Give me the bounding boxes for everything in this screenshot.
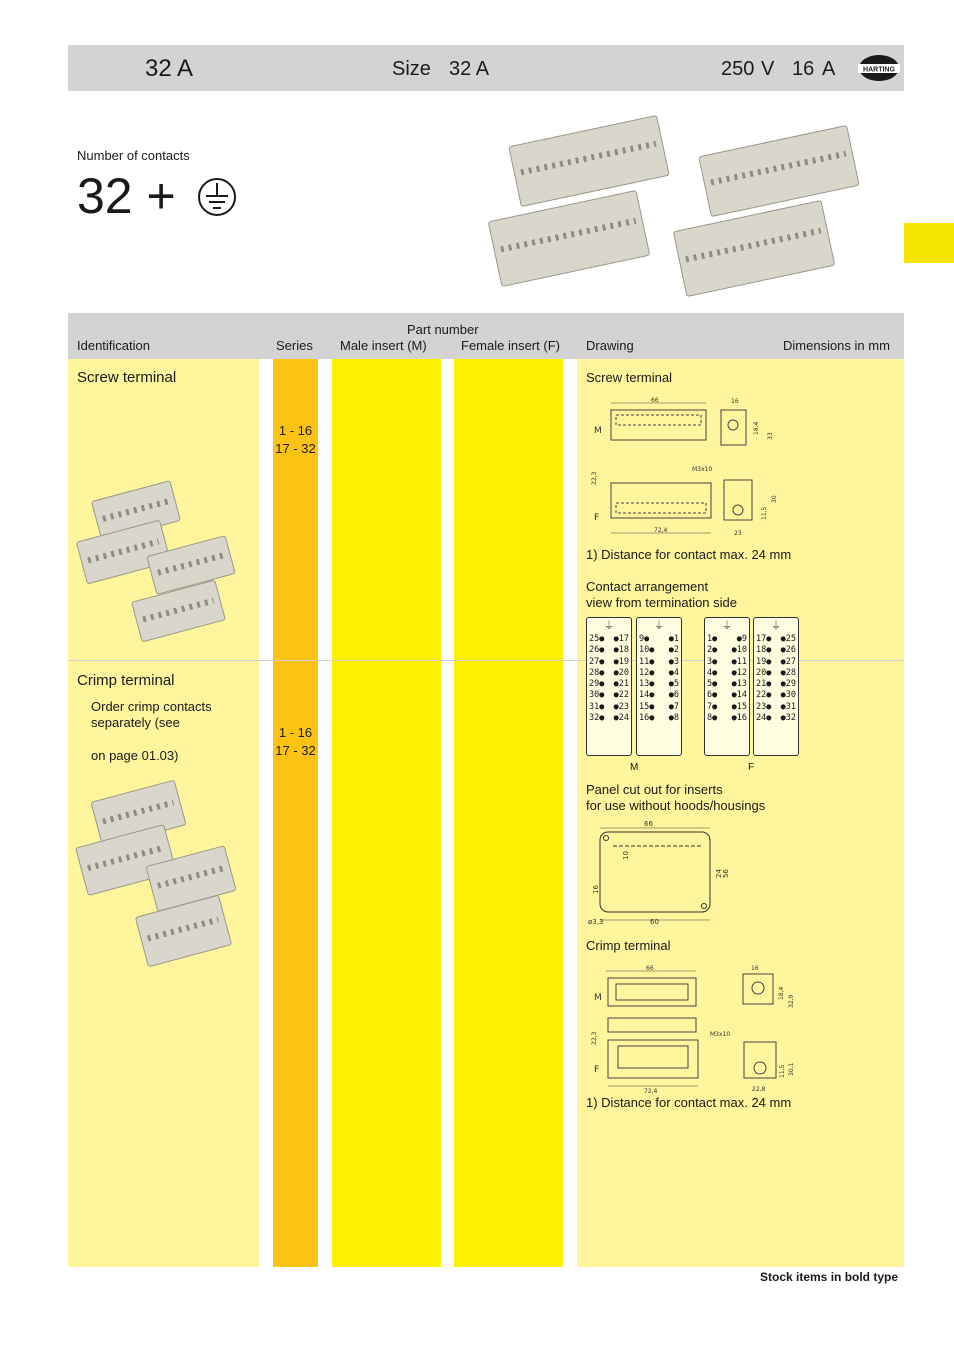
col-male: Male insert (M): [340, 338, 427, 353]
arrangement-male-label: M: [630, 762, 639, 773]
svg-text:30,1: 30,1: [788, 1062, 795, 1076]
contact-arrangement-title-2: view from termination side: [586, 595, 737, 610]
crimp-terminal-title: Crimp terminal: [77, 672, 175, 689]
table-header: [68, 313, 904, 359]
female-insert-column: [454, 359, 563, 1267]
panel-cutout-drawing: [586, 816, 736, 928]
pin-label: 10●: [639, 645, 655, 656]
pin-label: ●29: [780, 679, 796, 690]
pin-label: 14●: [639, 690, 655, 701]
pin-label: ●9: [736, 634, 747, 644]
pin-row: [639, 668, 679, 679]
svg-text:22,3: 22,3: [591, 471, 598, 485]
panel-cutout-title-1: Panel cut out for inserts: [586, 782, 723, 797]
svg-text:33: 33: [767, 432, 774, 440]
pin-label: 28●: [589, 667, 605, 678]
pin-row: [589, 713, 629, 724]
pin-row: [756, 657, 796, 668]
pin-label: 25●: [589, 634, 605, 644]
svg-text:72,4: 72,4: [654, 527, 668, 534]
pin-label: 6●: [707, 690, 718, 701]
pin-label: ●3: [668, 656, 679, 667]
pin-label: 5●: [707, 679, 718, 690]
voltage-unit: V: [761, 58, 775, 80]
pin-row: [589, 668, 629, 679]
pin-row: [707, 634, 747, 645]
svg-text:16: 16: [731, 398, 739, 405]
pin-row: [756, 634, 796, 645]
svg-text:18,4: 18,4: [778, 986, 785, 1000]
pin-row: [756, 702, 796, 713]
pin-label: ●28: [780, 667, 796, 678]
svg-text:M: M: [594, 993, 602, 1003]
screw-drawing-title: Screw terminal: [586, 370, 672, 385]
pin-label: ●21: [613, 679, 629, 690]
pin-label: ●32: [780, 713, 796, 724]
pin-label: ●18: [613, 645, 629, 656]
svg-text:M3x10: M3x10: [710, 1031, 731, 1038]
pin-label: 13●: [639, 679, 655, 690]
pin-row: [756, 690, 796, 701]
pin-row: [756, 668, 796, 679]
footer-note: Stock items in bold type: [760, 1270, 899, 1284]
arrangement-female-label: F: [748, 762, 755, 773]
svg-text:72,4: 72,4: [644, 1088, 658, 1095]
screw-series-1: 1 - 16: [278, 423, 313, 438]
crimp-series-2: 17 - 32: [275, 743, 316, 758]
screw-terminal-title: Screw terminal: [77, 369, 177, 386]
pin-label: ●31: [780, 701, 796, 712]
pin-row: [707, 702, 747, 713]
contact-arrangement-title-1: Contact arrangement: [586, 579, 709, 594]
voltage-value: 250: [721, 58, 755, 80]
pin-label: ●11: [731, 656, 747, 667]
pin-label: 22●: [756, 690, 772, 701]
svg-text:32,9: 32,9: [788, 994, 795, 1008]
female-left-pinbox: ⏚ 1● ●9 2● ●10 3● ●11 4● ●12 5● ●13 6● ●14 7● ●15 8● ●16: [704, 617, 750, 756]
pin-label: 12●: [639, 667, 655, 678]
svg-text:11,5: 11,5: [779, 1064, 786, 1078]
pin-label: 32●: [589, 713, 605, 724]
pin-row: [589, 657, 629, 668]
pin-label: 15●: [639, 701, 655, 712]
svg-text:M: M: [594, 426, 602, 436]
svg-text:23: 23: [734, 530, 742, 537]
size-value: 32 A: [449, 58, 490, 80]
pin-label: 7●: [707, 701, 718, 712]
svg-text:22,3: 22,3: [591, 1031, 598, 1045]
pin-row: [707, 713, 747, 724]
svg-text:16: 16: [751, 965, 759, 972]
crimp-note-1: Order crimp contacts: [91, 699, 212, 714]
screw-terminal-drawing: [586, 395, 796, 545]
crimp-note-2: separately (see: [91, 715, 180, 730]
pin-label: 17●: [756, 634, 772, 644]
header-bar: [68, 45, 904, 91]
svg-text:16: 16: [592, 885, 600, 894]
svg-text:66: 66: [644, 820, 653, 828]
crimp-terminal-drawing: [586, 960, 801, 1095]
pin-row: [756, 645, 796, 656]
pin-label: 23●: [756, 701, 772, 712]
svg-text:M3x10: M3x10: [692, 466, 713, 473]
female-right-pinbox: ⏚ 17● ●25 18● ●26 19● ●27 20● ●28 21● ●29 22● ●30 23● ●31 24● ●32: [753, 617, 799, 756]
pin-row: [756, 713, 796, 724]
pin-label: ●15: [731, 701, 747, 712]
pin-label: ●27: [780, 656, 796, 667]
pin-row: [639, 679, 679, 690]
pin-label: 27●: [589, 656, 605, 667]
pin-row: [589, 690, 629, 701]
svg-text:22,8: 22,8: [752, 1086, 766, 1093]
pin-row: [639, 702, 679, 713]
pin-label: 18●: [756, 645, 772, 656]
pin-label: 29●: [589, 679, 605, 690]
pin-label: 19●: [756, 656, 772, 667]
pin-label: ●7: [668, 701, 679, 712]
section-tab: [904, 223, 954, 263]
pin-label: ●6: [668, 690, 679, 701]
pin-label: ●20: [613, 667, 629, 678]
pin-row: [639, 713, 679, 724]
part-number-label: Part number: [407, 322, 479, 337]
pin-label: ●30: [780, 690, 796, 701]
pin-row: [639, 690, 679, 701]
pin-label: 9●: [639, 634, 650, 644]
pin-label: ●24: [613, 713, 629, 724]
pin-label: ●23: [613, 701, 629, 712]
col-series: Series: [276, 338, 313, 353]
pin-row: [707, 645, 747, 656]
svg-text:66: 66: [646, 965, 654, 972]
pin-row: [707, 679, 747, 690]
crimp-series-1: 1 - 16: [278, 725, 313, 740]
svg-text:30: 30: [771, 495, 778, 503]
contacts-value: 32 +: [77, 168, 176, 224]
pin-label: ●13: [731, 679, 747, 690]
pin-row: [589, 634, 629, 645]
pin-label: ●12: [731, 667, 747, 678]
pin-label: ●1: [668, 634, 679, 644]
pin-label: 4●: [707, 667, 718, 678]
screw-series-2: 17 - 32: [275, 441, 316, 456]
svg-text:HARTING: HARTING: [863, 66, 895, 74]
pin-label: 26●: [589, 645, 605, 656]
pin-row: [639, 657, 679, 668]
svg-text:ø3,3: ø3,3: [588, 918, 604, 926]
pin-label: ●5: [668, 679, 679, 690]
page-title: 32 A: [145, 55, 194, 82]
pin-label: 31●: [589, 701, 605, 712]
pin-label: 3●: [707, 656, 718, 667]
pin-label: ●4: [668, 667, 679, 678]
col-female: Female insert (F): [461, 338, 560, 353]
pin-row: [639, 634, 679, 645]
crimp-drawing-title: Crimp terminal: [586, 938, 671, 953]
svg-text:F: F: [594, 1065, 600, 1075]
pin-label: 20●: [756, 667, 772, 678]
pin-label: 1●: [707, 634, 718, 644]
svg-text:F: F: [594, 513, 600, 523]
pin-label: ●19: [613, 656, 629, 667]
crimp-note-3: on page 01.03): [91, 748, 179, 763]
pin-label: ●26: [780, 645, 796, 656]
earth-ground-icon: [196, 176, 238, 218]
contacts-label: Number of contacts: [77, 148, 190, 163]
col-identification: Identification: [77, 338, 150, 353]
pin-row: [589, 679, 629, 690]
screw-terminal-photo: [75, 480, 250, 640]
pin-row: [639, 645, 679, 656]
col-drawing: Drawing: [586, 338, 634, 353]
svg-text:24: 24: [715, 869, 723, 878]
product-photo-top: [488, 110, 868, 310]
pin-row: [589, 645, 629, 656]
svg-text:18,4: 18,4: [753, 421, 760, 435]
pin-label: ●2: [668, 645, 679, 656]
pin-row: [589, 702, 629, 713]
pin-label: ●17: [613, 634, 629, 644]
pin-label: 8●: [707, 713, 718, 724]
pin-label: ●10: [731, 645, 747, 656]
pin-label: 30●: [589, 690, 605, 701]
col-dimensions: Dimensions in mm: [783, 338, 890, 353]
pin-row: [707, 690, 747, 701]
pin-row: [707, 657, 747, 668]
current-unit: A: [822, 58, 836, 80]
svg-text:11,5: 11,5: [761, 506, 768, 520]
pin-label: 16●: [639, 713, 655, 724]
crimp-footnote: 1) Distance for contact max. 24 mm: [586, 1095, 792, 1110]
svg-text:66: 66: [651, 397, 659, 404]
male-right-pinbox: ⏚ 9● ●1 10● ●2 11● ●3 12● ●4 13● ●5 14● ●6 15● ●7 16● ●8: [636, 617, 682, 756]
svg-text:56: 56: [722, 869, 730, 878]
male-left-pinbox: ⏚ 25● ●17 26● ●18 27● ●19 28● ●20 29● ●21 30● ●22 31● ●23 32● ●24: [586, 617, 632, 756]
pin-label: ●16: [731, 713, 747, 724]
pin-label: 2●: [707, 645, 718, 656]
pin-label: 24●: [756, 713, 772, 724]
svg-text:60: 60: [650, 918, 659, 926]
current-value: 16: [792, 58, 815, 80]
pin-label: ●14: [731, 690, 747, 701]
pin-row: [756, 679, 796, 690]
pin-label: 11●: [639, 656, 655, 667]
pin-label: ●22: [613, 690, 629, 701]
pin-row: [707, 668, 747, 679]
pin-label: 21●: [756, 679, 772, 690]
panel-cutout-title-2: for use without hoods/housings: [586, 798, 766, 813]
series-column: [273, 359, 318, 1267]
pin-label: ●25: [780, 634, 796, 644]
male-insert-column: [332, 359, 441, 1267]
pin-label: ●8: [668, 713, 679, 724]
crimp-terminal-photo: [75, 780, 250, 970]
svg-text:10: 10: [622, 851, 630, 860]
screw-footnote: 1) Distance for contact max. 24 mm: [586, 547, 792, 562]
harting-logo: [858, 53, 900, 83]
size-label: Size: [392, 58, 431, 80]
